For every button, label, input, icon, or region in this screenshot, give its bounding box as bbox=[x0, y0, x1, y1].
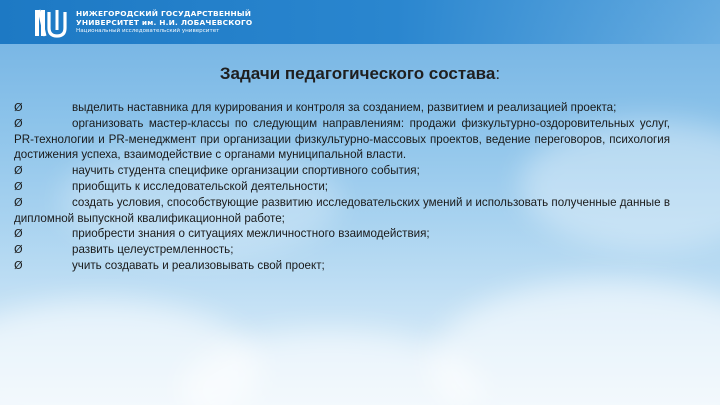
list-item bbox=[14, 100, 670, 116]
slide-title bbox=[0, 64, 720, 84]
university-line-1: НИЖЕГОРОДСКИЙ ГОСУДАРСТВЕННЫЙ bbox=[76, 9, 252, 18]
list-item-text: приобрести знания о ситуациях межличностного взаимодействия; bbox=[72, 227, 430, 241]
list-item-text: приобщить к исследовательской деятельности; bbox=[72, 179, 329, 193]
list-item bbox=[14, 258, 670, 274]
list-item bbox=[14, 195, 670, 227]
bullet-arrow-icon: Ø bbox=[14, 195, 23, 209]
list-item bbox=[14, 226, 670, 242]
bullet-arrow-icon: Ø bbox=[14, 101, 23, 114]
list-item-text: создать условия, способствующие развитию исследовательских умений и использовать полученные данные в дипломной выпускной квалификационной работе; bbox=[14, 195, 670, 225]
list-item bbox=[14, 179, 670, 195]
list-item-text: развить целеустремленность; bbox=[72, 243, 234, 257]
bullet-arrow-icon: Ø bbox=[14, 258, 23, 272]
list-item-text: организовать мастер-классы по следующим направлениям: продажи физкультурно-оздоровительных услуг, PR-технологии и PR-менеджмент при организации физкультурно-массовых проектов, ведение переговоров, психология достижения успеха, взаимодействие с органами муниципальной власти. bbox=[14, 116, 670, 162]
list-item-text: научить студента специфике организации спортивного события; bbox=[72, 164, 420, 178]
university-name bbox=[76, 9, 252, 36]
list-item-text: учить создавать и реализовывать свой проект; bbox=[72, 258, 325, 272]
task-list bbox=[14, 100, 670, 274]
list-item-text: выделить наставника для курирования и контроля за созданием, развитием и реализацией проекта; bbox=[72, 101, 617, 114]
bullet-arrow-icon: Ø bbox=[14, 179, 23, 193]
list-item bbox=[14, 242, 670, 258]
university-subtitle: Национальный исследовательский университет bbox=[76, 28, 220, 34]
bullet-arrow-icon: Ø bbox=[14, 243, 23, 257]
bullet-arrow-icon: Ø bbox=[14, 116, 23, 130]
nnsu-logo-icon bbox=[34, 8, 68, 38]
bullet-arrow-icon: Ø bbox=[14, 227, 23, 241]
university-line-2: УНИВЕРСИТЕТ им. Н.И. ЛОБАЧЕВСКОГО bbox=[76, 18, 253, 27]
list-item bbox=[14, 163, 670, 179]
bullet-arrow-icon: Ø bbox=[14, 164, 23, 178]
list-item bbox=[14, 116, 670, 163]
cloud-decoration bbox=[430, 280, 720, 405]
slide-title-colon: : bbox=[495, 64, 501, 83]
header-band bbox=[0, 0, 720, 44]
slide-title-text: Задачи педагогического состава bbox=[219, 64, 496, 83]
